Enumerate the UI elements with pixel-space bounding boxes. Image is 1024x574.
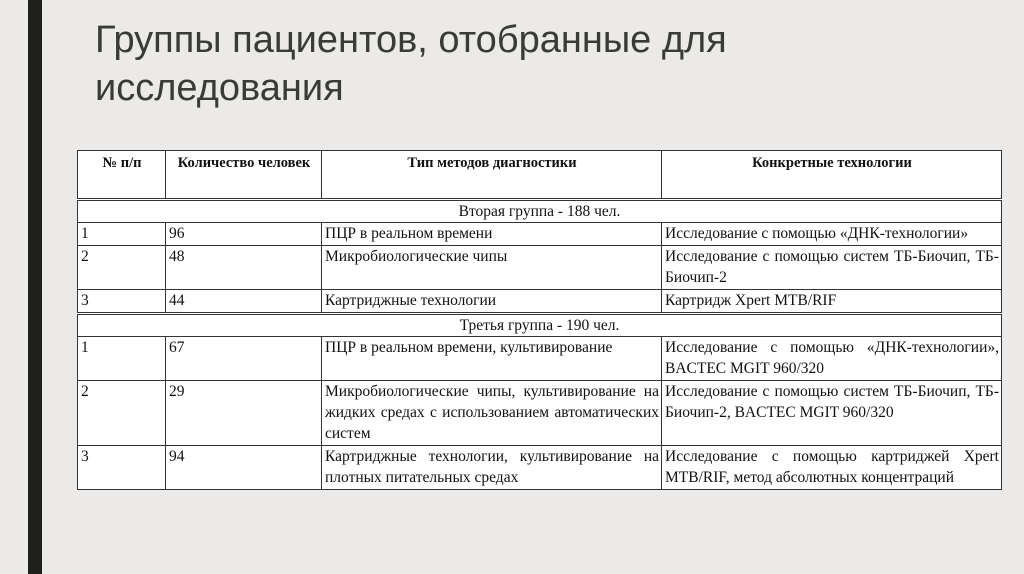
cell-count: 67 [166,337,322,381]
cell-count: 48 [166,246,322,290]
table-row [78,290,1002,314]
header-method-type: Тип методов диагностики [322,151,662,200]
cell-technology: Исследование с помощью «ДНК-технологии», BACTEC MGIT 960/320 [662,337,1002,381]
cell-method: Картриджные технологии, культивирование на плотных питательных средах [322,446,662,490]
cell-number: 2 [78,246,166,290]
group-row [78,314,1002,337]
cell-count: 96 [166,223,322,246]
slide-title: Группы пациентов, отобранные для исследования [95,19,727,109]
header-number: № п/п [78,151,166,200]
table-row [78,381,1002,446]
cell-method: Микробиологические чипы [322,246,662,290]
header-row [78,151,1002,200]
cell-technology: Исследование с помощью систем ТБ-Биочип, ТБ-Биочип-2 [662,246,1002,290]
table-row [78,223,1002,246]
cell-method: Микробиологические чипы, культивирование на жидких средах с использованием автоматических систем [322,381,662,446]
cell-number: 1 [78,337,166,381]
cell-number: 2 [78,381,166,446]
table-row [78,446,1002,490]
cell-count: 94 [166,446,322,490]
group-row [78,200,1002,223]
table-row [78,337,1002,381]
cell-method: ПЦР в реальном времени [322,223,662,246]
left-accent-bar [28,0,42,574]
header-technologies: Конкретные технологии [662,151,1002,200]
cell-method: Картриджные технологии [322,290,662,314]
cell-count: 29 [166,381,322,446]
patient-groups-table [77,150,1002,490]
group-label: Вторая группа - 188 чел. [78,200,1002,223]
cell-count: 44 [166,290,322,314]
cell-number: 1 [78,223,166,246]
table-row [78,246,1002,290]
cell-technology: Картридж Xpert MTB/RIF [662,290,1002,314]
group-label: Третья группа - 190 чел. [78,314,1002,337]
cell-number: 3 [78,290,166,314]
cell-technology: Исследование с помощью картриджей Xpert MTB/RIF, метод абсолютных концентраций [662,446,1002,490]
cell-number: 3 [78,446,166,490]
cell-technology: Исследование с помощью систем ТБ-Биочип, ТБ-Биочип-2, BACTEC MGIT 960/320 [662,381,1002,446]
cell-method: ПЦР в реальном времени, культивирование [322,337,662,381]
cell-technology: Исследование с помощью «ДНК-технологии» [662,223,1002,246]
header-count: Количество человек [166,151,322,200]
